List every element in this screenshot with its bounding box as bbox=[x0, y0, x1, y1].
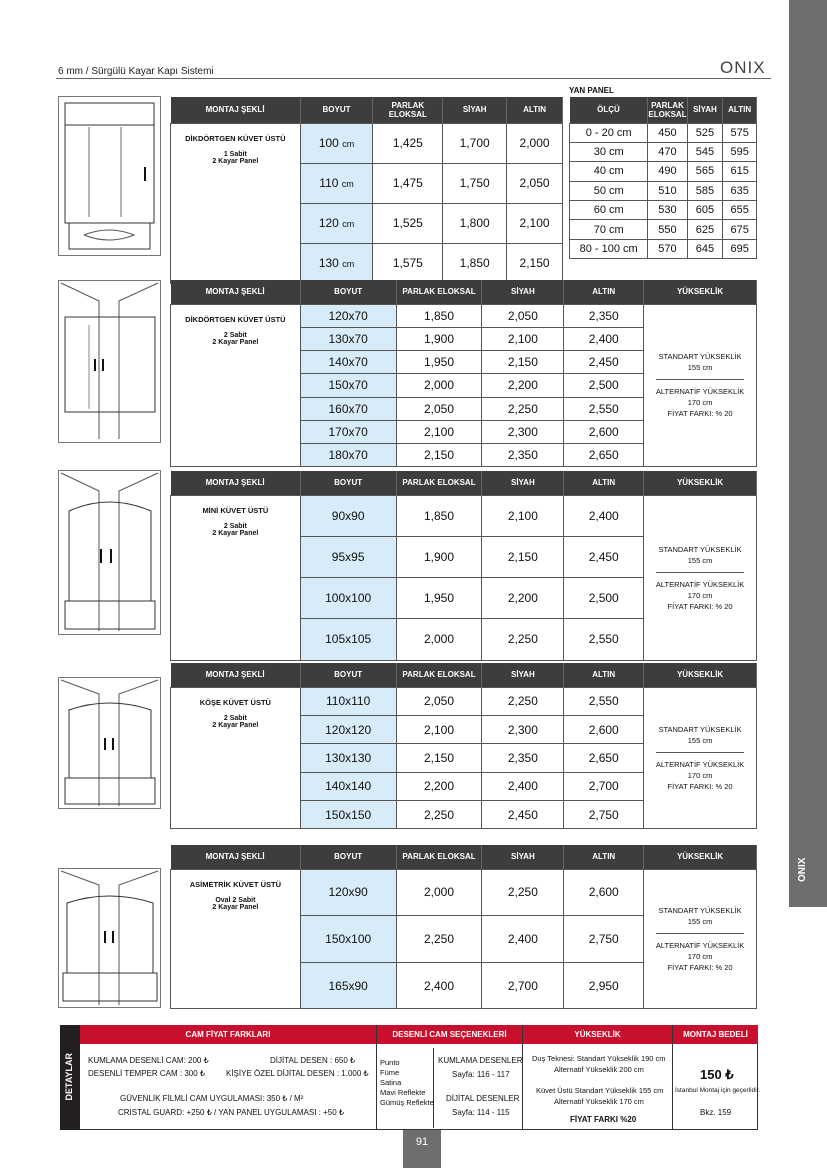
yp-olcu: 30 cm bbox=[570, 142, 648, 161]
yuk-alternatif-val: 170 cm bbox=[687, 590, 713, 600]
montaj-note: İstanbul Montaj için geçerlidir. bbox=[675, 1087, 761, 1094]
price-parlak: 2,200 bbox=[396, 772, 482, 800]
yp-siyah: 565 bbox=[687, 162, 723, 181]
price-table-3 bbox=[170, 471, 757, 661]
yuk-alternatif-val: 170 cm bbox=[687, 770, 713, 780]
header-row bbox=[171, 845, 757, 869]
size-cell: 140x140 bbox=[300, 772, 396, 800]
yuk-alternatif-val: 170 cm bbox=[687, 398, 713, 408]
price-siyah: 2,100 bbox=[482, 495, 564, 536]
yukseklik-cell bbox=[644, 304, 757, 467]
col-parlak: PARLAK ELOKSAL bbox=[373, 97, 443, 123]
yp-row bbox=[570, 142, 757, 161]
price-altin: 2,000 bbox=[507, 123, 563, 163]
price-siyah: 1,850 bbox=[443, 243, 507, 283]
yp-siyah: 605 bbox=[687, 201, 723, 220]
montaj-sub1: Oval 2 Sabit bbox=[215, 896, 256, 904]
kumlama-title: KUMLAMA DESENLER bbox=[438, 1056, 523, 1065]
yuk-fiyat: FİYAT FARKI %20 bbox=[570, 1115, 637, 1124]
size-cell: 120x90 bbox=[300, 869, 396, 916]
montaj-sub1: 2 Sabit bbox=[223, 714, 247, 722]
price-altin: 2,650 bbox=[564, 444, 644, 467]
yuk-standart-val: 155 cm bbox=[687, 555, 713, 565]
price-altin: 2,550 bbox=[564, 687, 644, 715]
product-image-3 bbox=[58, 470, 161, 635]
yp-col-olcu: ÖLÇÜ bbox=[570, 97, 648, 123]
col-montaj: MONTAJ ŞEKLİ bbox=[171, 97, 301, 123]
size-cell: 140x70 bbox=[300, 351, 396, 374]
yuk-standart-val: 155 cm bbox=[687, 735, 713, 745]
size-cell: 110x110 bbox=[300, 687, 396, 715]
price-parlak: 1,850 bbox=[396, 304, 482, 327]
price-parlak: 2,000 bbox=[396, 374, 482, 397]
col-montaj: MONTAJ ŞEKLİ bbox=[171, 471, 301, 495]
footer-side-label bbox=[60, 1025, 80, 1130]
price-altin: 2,650 bbox=[564, 744, 644, 772]
price-altin: 2,750 bbox=[564, 801, 644, 829]
price-altin: 2,500 bbox=[564, 578, 644, 619]
yp-siyah: 545 bbox=[687, 142, 723, 161]
montaj-sub1: 1 Sabit bbox=[223, 150, 247, 158]
yp-row bbox=[570, 220, 757, 239]
header-row bbox=[171, 471, 757, 495]
size-cell: 100x100 bbox=[300, 578, 396, 619]
yuk-divider bbox=[656, 752, 744, 753]
col-parlak: PARLAK ELOKSAL bbox=[396, 663, 482, 687]
yuk-standart: STANDART YÜKSEKLİK bbox=[658, 352, 742, 362]
price-altin: 2,550 bbox=[564, 619, 644, 660]
col-siyah: SİYAH bbox=[482, 845, 564, 869]
col-yukseklik: YÜKSEKLİK bbox=[644, 280, 757, 304]
kumlama-sayfa: Sayfa: 116 - 117 bbox=[452, 1070, 510, 1079]
desen-item: Satina bbox=[380, 1078, 402, 1087]
montaj-cell bbox=[171, 495, 301, 660]
montaj-title: ASİMETRİK KÜVET ÜSTÜ bbox=[189, 879, 281, 889]
col-siyah: SİYAH bbox=[482, 471, 564, 495]
yuk-standart-val: 155 cm bbox=[687, 363, 713, 373]
price-parlak: 1,950 bbox=[396, 351, 482, 374]
price-parlak: 2,150 bbox=[396, 744, 482, 772]
footer-side-text: DETAYLAR bbox=[64, 1053, 74, 1101]
col-siyah: SİYAH bbox=[482, 280, 564, 304]
size-cell: 95x95 bbox=[300, 536, 396, 577]
size-cell: 170x70 bbox=[300, 420, 396, 443]
price-siyah: 1,800 bbox=[443, 203, 507, 243]
desen-item: Punto bbox=[380, 1058, 400, 1067]
cam-cristal: CRISTAL GUARD: +250 ₺ / YAN PANEL UYGULAMASI : +50 ₺ bbox=[118, 1108, 344, 1117]
brand-title: ONIX bbox=[720, 58, 766, 77]
footer-sep-3 bbox=[672, 1025, 673, 1130]
price-parlak: 2,000 bbox=[396, 619, 482, 660]
size-cell: 105x105 bbox=[300, 619, 396, 660]
header-row bbox=[171, 663, 757, 687]
size-cell: 130x130 bbox=[300, 744, 396, 772]
table-row bbox=[171, 687, 757, 715]
size-value: 120 bbox=[318, 216, 343, 230]
col-siyah: SİYAH bbox=[443, 97, 507, 123]
size-cell: 150x100 bbox=[300, 916, 396, 963]
price-table-2 bbox=[170, 280, 757, 467]
yp-parlak: 530 bbox=[648, 201, 687, 220]
page-subtitle: 6 mm / Sürgülü Kayar Kapı Sistemi bbox=[58, 66, 214, 77]
yp-row bbox=[570, 239, 757, 258]
size-cell: 150x70 bbox=[300, 374, 396, 397]
price-siyah: 2,250 bbox=[482, 869, 564, 916]
size-cell: 180x70 bbox=[300, 444, 396, 467]
yp-parlak: 510 bbox=[648, 181, 687, 200]
size-cell: 150x150 bbox=[300, 801, 396, 829]
yuk-fiyat: FİYAT FARKI: % 20 bbox=[667, 601, 733, 611]
montaj-title: KÖŞE KÜVET ÜSTÜ bbox=[199, 697, 271, 707]
product-image-2 bbox=[58, 280, 161, 443]
header-divider bbox=[56, 78, 771, 79]
price-parlak: 2,250 bbox=[396, 801, 482, 829]
montaj-ref: Bkz. 159 bbox=[700, 1108, 732, 1117]
table-row bbox=[171, 123, 563, 163]
yuk-fiyat: FİYAT FARKI: % 20 bbox=[667, 962, 733, 972]
yp-parlak: 450 bbox=[648, 123, 687, 142]
yp-parlak: 570 bbox=[648, 239, 687, 258]
col-altin: ALTIN bbox=[564, 280, 644, 304]
col-altin: ALTIN bbox=[564, 845, 644, 869]
yuk-alternatif-val: 170 cm bbox=[687, 951, 713, 961]
price-altin: 2,950 bbox=[564, 962, 644, 1009]
montaj-cell bbox=[171, 869, 301, 1009]
size-cell: 130x70 bbox=[300, 327, 396, 350]
price-altin: 2,150 bbox=[507, 243, 563, 283]
price-parlak: 1,900 bbox=[396, 327, 482, 350]
price-altin: 2,750 bbox=[564, 916, 644, 963]
montaj-cell bbox=[171, 123, 301, 283]
price-siyah: 1,700 bbox=[443, 123, 507, 163]
cam-temper: DESENLİ TEMPER CAM : 300 ₺ bbox=[88, 1069, 205, 1078]
size-value: 130 bbox=[318, 256, 343, 270]
price-siyah: 2,250 bbox=[482, 397, 564, 420]
yp-row bbox=[570, 181, 757, 200]
col-boyut: BOYUT bbox=[300, 845, 396, 869]
col-montaj: MONTAJ ŞEKLİ bbox=[171, 663, 301, 687]
montaj-cell bbox=[171, 687, 301, 829]
price-siyah: 2,400 bbox=[482, 916, 564, 963]
price-parlak: 2,100 bbox=[396, 420, 482, 443]
price-siyah: 2,300 bbox=[482, 420, 564, 443]
montaj-sub2: 2 Kayar Panel bbox=[212, 721, 259, 729]
yuk-divider bbox=[656, 572, 744, 573]
price-siyah: 2,350 bbox=[482, 444, 564, 467]
price-parlak: 2,400 bbox=[396, 962, 482, 1009]
price-altin: 2,550 bbox=[564, 397, 644, 420]
yan-panel-title: YAN PANEL bbox=[569, 86, 614, 95]
price-parlak: 1,950 bbox=[396, 578, 482, 619]
col-altin: ALTIN bbox=[564, 663, 644, 687]
col-yukseklik: YÜKSEKLİK bbox=[644, 663, 757, 687]
yuk-fiyat: FİYAT FARKI: % 20 bbox=[667, 781, 733, 791]
product-image-4 bbox=[58, 677, 161, 809]
desen-item: Gümüş Reflekte bbox=[380, 1098, 434, 1107]
yan-panel-table bbox=[569, 97, 757, 259]
price-parlak: 1,475 bbox=[373, 163, 443, 203]
size-cell: 120x70 bbox=[300, 304, 396, 327]
yuk-standart-val: 155 cm bbox=[687, 916, 713, 926]
yuk-standart: STANDART YÜKSEKLİK bbox=[658, 905, 742, 915]
dijital-title: DİJİTAL DESENLER bbox=[446, 1094, 520, 1103]
price-altin: 2,700 bbox=[564, 772, 644, 800]
yp-row bbox=[570, 123, 757, 142]
montaj-cell bbox=[171, 304, 301, 467]
price-siyah: 2,250 bbox=[482, 687, 564, 715]
montaj-sub2: 2 Kayar Panel bbox=[212, 903, 259, 911]
footer-head-desen: DESENLİ CAM SEÇENEKLERİ bbox=[377, 1025, 522, 1044]
footer-head-cam: CAM FİYAT FARKLARI bbox=[80, 1025, 376, 1044]
table-row bbox=[171, 869, 757, 916]
header-row bbox=[171, 280, 757, 304]
yukseklik-cell bbox=[644, 869, 757, 1009]
yuk-standart: STANDART YÜKSEKLİK bbox=[658, 544, 742, 554]
table-row bbox=[171, 304, 757, 327]
page-number: 91 bbox=[403, 1130, 441, 1168]
price-siyah: 2,450 bbox=[482, 801, 564, 829]
col-siyah: SİYAH bbox=[482, 663, 564, 687]
yp-altin: 595 bbox=[723, 142, 757, 161]
cam-ozel: KİŞİYE ÖZEL DİJİTAL DESEN : 1.000 ₺ bbox=[226, 1069, 369, 1078]
price-siyah: 2,700 bbox=[482, 962, 564, 1009]
yuk-divider bbox=[656, 933, 744, 934]
col-altin: ALTIN bbox=[564, 471, 644, 495]
dijital-sayfa: Sayfa: 114 - 115 bbox=[452, 1108, 510, 1117]
yp-siyah: 625 bbox=[687, 220, 723, 239]
table-row bbox=[171, 495, 757, 536]
price-siyah: 1,750 bbox=[443, 163, 507, 203]
yp-altin: 575 bbox=[723, 123, 757, 142]
size-cell: 165x90 bbox=[300, 962, 396, 1009]
price-altin: 2,350 bbox=[564, 304, 644, 327]
yp-row bbox=[570, 201, 757, 220]
size-unit: cm bbox=[342, 259, 355, 269]
yp-altin: 695 bbox=[723, 239, 757, 258]
yp-parlak: 490 bbox=[648, 162, 687, 181]
yuk-kuvet-alt: Alternatif Yükseklik 170 cm bbox=[554, 1097, 644, 1106]
montaj-sub1: 2 Sabit bbox=[223, 522, 247, 530]
price-siyah: 2,050 bbox=[482, 304, 564, 327]
footer-sep-2 bbox=[522, 1025, 523, 1130]
price-table-5 bbox=[170, 845, 757, 1009]
montaj-title: MİNİ KÜVET ÜSTÜ bbox=[202, 505, 269, 515]
price-parlak: 2,000 bbox=[396, 869, 482, 916]
yukseklik-cell bbox=[644, 495, 757, 660]
price-altin: 2,450 bbox=[564, 351, 644, 374]
price-parlak: 1,425 bbox=[373, 123, 443, 163]
price-table-4 bbox=[170, 663, 757, 829]
montaj-sub2: 2 Kayar Panel bbox=[212, 157, 259, 165]
montaj-sub1: 2 Sabit bbox=[223, 331, 247, 339]
col-boyut: BOYUT bbox=[300, 280, 396, 304]
price-table-1 bbox=[170, 97, 563, 284]
yuk-standart: STANDART YÜKSEKLİK bbox=[658, 724, 742, 734]
size-cell bbox=[300, 123, 373, 163]
desen-item: Füme bbox=[380, 1068, 400, 1077]
yp-altin: 635 bbox=[723, 181, 757, 200]
yp-col-altin: ALTIN bbox=[723, 97, 757, 123]
cam-kumlama: KUMLAMA DESENLİ CAM: 200 ₺ bbox=[88, 1056, 209, 1065]
yp-olcu: 70 cm bbox=[570, 220, 648, 239]
yuk-alternatif: ALTERNATİF YÜKSEKLİK bbox=[655, 759, 745, 769]
price-altin: 2,450 bbox=[564, 536, 644, 577]
yp-row bbox=[570, 162, 757, 181]
price-parlak: 2,150 bbox=[396, 444, 482, 467]
col-boyut: BOYUT bbox=[300, 471, 396, 495]
price-parlak: 2,050 bbox=[396, 687, 482, 715]
price-parlak: 2,100 bbox=[396, 715, 482, 743]
col-boyut: BOYUT bbox=[300, 663, 396, 687]
price-altin: 2,050 bbox=[507, 163, 563, 203]
size-cell: 120x120 bbox=[300, 715, 396, 743]
yp-olcu: 60 cm bbox=[570, 201, 648, 220]
cam-guvenlik: GÜVENLİK FİLMLİ CAM UYGULAMASI: 350 ₺ / M² bbox=[120, 1094, 304, 1103]
col-montaj: MONTAJ ŞEKLİ bbox=[171, 280, 301, 304]
size-cell: 90x90 bbox=[300, 495, 396, 536]
montaj-price: 150 ₺ bbox=[700, 1067, 734, 1082]
price-siyah: 2,400 bbox=[482, 772, 564, 800]
col-altin: ALTIN bbox=[507, 97, 563, 123]
footer-head-yukseklik: YÜKSEKLİK bbox=[523, 1025, 672, 1044]
yp-col-siyah: SİYAH bbox=[687, 97, 723, 123]
price-siyah: 2,250 bbox=[482, 619, 564, 660]
yp-olcu: 50 cm bbox=[570, 181, 648, 200]
size-unit: cm bbox=[341, 179, 354, 189]
price-siyah: 2,350 bbox=[482, 744, 564, 772]
side-tab-label: ONIX bbox=[797, 857, 808, 883]
montaj-title: DİKDÖRTGEN KÜVET ÜSTÜ bbox=[185, 133, 286, 143]
product-image-5 bbox=[58, 868, 161, 1008]
price-parlak: 1,850 bbox=[396, 495, 482, 536]
footer-sep-1 bbox=[376, 1025, 377, 1130]
desen-item: Mavi Reflekte bbox=[380, 1088, 426, 1097]
size-unit: cm bbox=[342, 139, 355, 149]
yuk-divider bbox=[656, 379, 744, 380]
yukseklik-cell bbox=[644, 687, 757, 829]
montaj-sub2: 2 Kayar Panel bbox=[212, 338, 259, 346]
yp-col-parlak: PARLAK ELOKSAL bbox=[648, 97, 687, 123]
price-siyah: 2,100 bbox=[482, 327, 564, 350]
price-siyah: 2,300 bbox=[482, 715, 564, 743]
price-altin: 2,600 bbox=[564, 869, 644, 916]
yp-olcu: 40 cm bbox=[570, 162, 648, 181]
col-parlak: PARLAK ELOKSAL bbox=[396, 845, 482, 869]
footer-head-montaj: MONTAJ BEDELİ bbox=[673, 1025, 758, 1044]
yuk-dus: Duş Teknesi: Standart Yükseklik 190 cm bbox=[532, 1054, 666, 1063]
yp-siyah: 525 bbox=[687, 123, 723, 142]
price-altin: 2,400 bbox=[564, 327, 644, 350]
yp-olcu: 0 - 20 cm bbox=[570, 123, 648, 142]
col-boyut: BOYUT bbox=[300, 97, 373, 123]
yuk-alternatif: ALTERNATİF YÜKSEKLİK bbox=[655, 579, 745, 589]
yuk-alternatif: ALTERNATİF YÜKSEKLİK bbox=[655, 940, 745, 950]
size-value: 110 bbox=[319, 176, 342, 190]
col-parlak: PARLAK ELOKSAL bbox=[396, 280, 482, 304]
yp-siyah: 645 bbox=[687, 239, 723, 258]
yp-siyah: 585 bbox=[687, 181, 723, 200]
price-siyah: 2,150 bbox=[482, 351, 564, 374]
yuk-dus-alt: Alternatif Yükseklik 200 cm bbox=[554, 1065, 644, 1074]
yuk-kuvet: Küvet Üstü Standart Yükseklik 155 cm bbox=[536, 1086, 664, 1095]
price-siyah: 2,200 bbox=[482, 374, 564, 397]
yp-altin: 615 bbox=[723, 162, 757, 181]
yp-olcu: 80 - 100 cm bbox=[570, 239, 648, 258]
price-parlak: 1,525 bbox=[373, 203, 443, 243]
col-yukseklik: YÜKSEKLİK bbox=[644, 845, 757, 869]
yp-parlak: 550 bbox=[648, 220, 687, 239]
product-image-1 bbox=[58, 96, 161, 256]
size-cell bbox=[300, 203, 373, 243]
price-siyah: 2,150 bbox=[482, 536, 564, 577]
col-parlak: PARLAK ELOKSAL bbox=[396, 471, 482, 495]
yp-parlak: 470 bbox=[648, 142, 687, 161]
price-altin: 2,600 bbox=[564, 420, 644, 443]
price-parlak: 2,250 bbox=[396, 916, 482, 963]
price-parlak: 2,050 bbox=[396, 397, 482, 420]
col-yukseklik: YÜKSEKLİK bbox=[644, 471, 757, 495]
yp-altin: 675 bbox=[723, 220, 757, 239]
price-parlak: 1,575 bbox=[373, 243, 443, 283]
montaj-sub2: 2 Kayar Panel bbox=[212, 529, 259, 537]
price-siyah: 2,200 bbox=[482, 578, 564, 619]
size-cell bbox=[300, 243, 373, 283]
size-unit: cm bbox=[342, 219, 355, 229]
size-cell bbox=[300, 163, 373, 203]
yuk-alternatif: ALTERNATİF YÜKSEKLİK bbox=[655, 387, 745, 397]
price-altin: 2,500 bbox=[564, 374, 644, 397]
desen-list bbox=[380, 1058, 434, 1108]
montaj-title: DİKDÖRTGEN KÜVET ÜSTÜ bbox=[185, 314, 286, 324]
size-cell: 160x70 bbox=[300, 397, 396, 420]
yuk-fiyat: FİYAT FARKI: % 20 bbox=[667, 409, 733, 419]
cam-dijital: DİJİTAL DESEN : 650 ₺ bbox=[270, 1056, 356, 1065]
price-altin: 2,600 bbox=[564, 715, 644, 743]
size-value: 100 bbox=[318, 136, 343, 150]
side-tab bbox=[789, 0, 827, 907]
price-parlak: 1,900 bbox=[396, 536, 482, 577]
col-montaj: MONTAJ ŞEKLİ bbox=[171, 845, 301, 869]
price-altin: 2,100 bbox=[507, 203, 563, 243]
yp-altin: 655 bbox=[723, 201, 757, 220]
price-altin: 2,400 bbox=[564, 495, 644, 536]
